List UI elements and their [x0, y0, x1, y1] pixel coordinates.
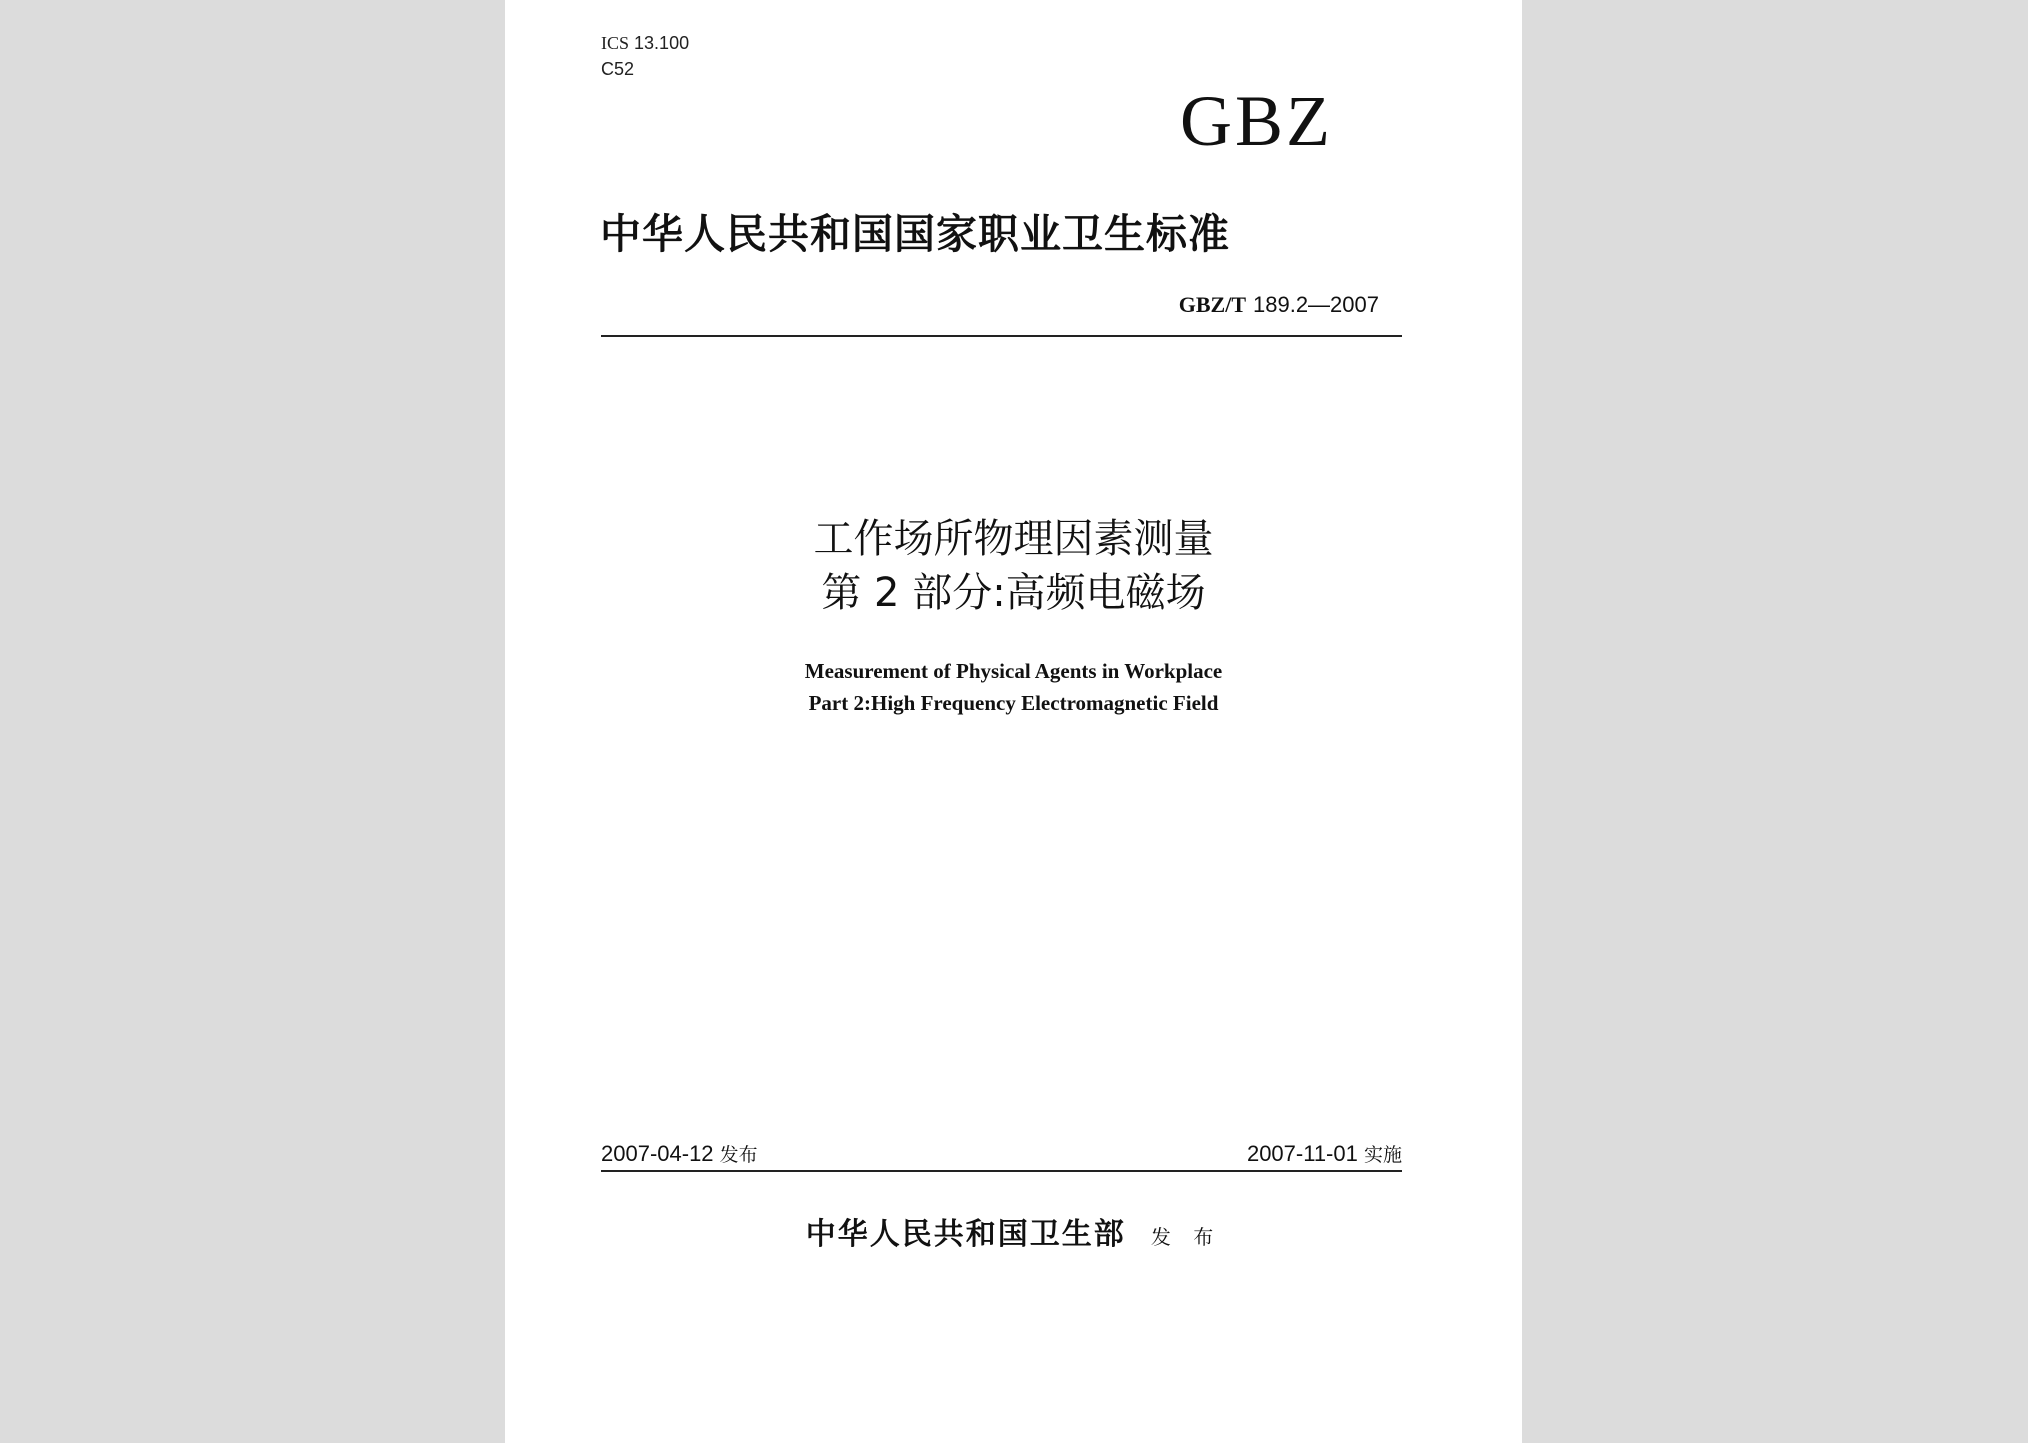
ics-code: ICS 13.100 [601, 33, 690, 53]
footer-divider [601, 1170, 1402, 1172]
title-cn-line1: 工作场所物理因素测量 [813, 516, 1214, 562]
title-chinese [505, 512, 1522, 620]
publisher-name: 中华人民共和国卫生部 [805, 1217, 1126, 1252]
publisher [505, 1213, 1522, 1261]
issue-date-value: 2007-04-12 [601, 1141, 714, 1166]
document-page [505, 0, 1522, 1443]
category-code: C52 [601, 59, 635, 79]
title-cn-line2: 第 2 部分:高频电磁场 [821, 570, 1206, 616]
issue-date-label: 发布 [719, 1144, 758, 1166]
implementation-date [1247, 1139, 1402, 1170]
standard-code-number: 189.2—2007 [1253, 292, 1379, 317]
series-title: 中华人民共和国国家职业卫生标准 [600, 210, 1230, 258]
standard-mark: GBZ [1180, 81, 1333, 161]
implementation-date-label: 实施 [1363, 1144, 1402, 1166]
title-en-line1: Measurement of Physical Agents in Workplace [804, 659, 1223, 683]
title-en-line2: Part 2:High Frequency Electromagnetic Field [808, 691, 1219, 715]
implementation-date-value: 2007-11-01 [1246, 1141, 1358, 1166]
standard-code-prefix: GBZ/T [1178, 292, 1246, 317]
standard-number [1179, 290, 1379, 321]
classification-codes [601, 30, 689, 82]
issue-date [601, 1139, 758, 1170]
title-english [505, 655, 1522, 719]
header-divider [601, 335, 1402, 337]
publisher-label: 发 布 [1150, 1225, 1222, 1249]
